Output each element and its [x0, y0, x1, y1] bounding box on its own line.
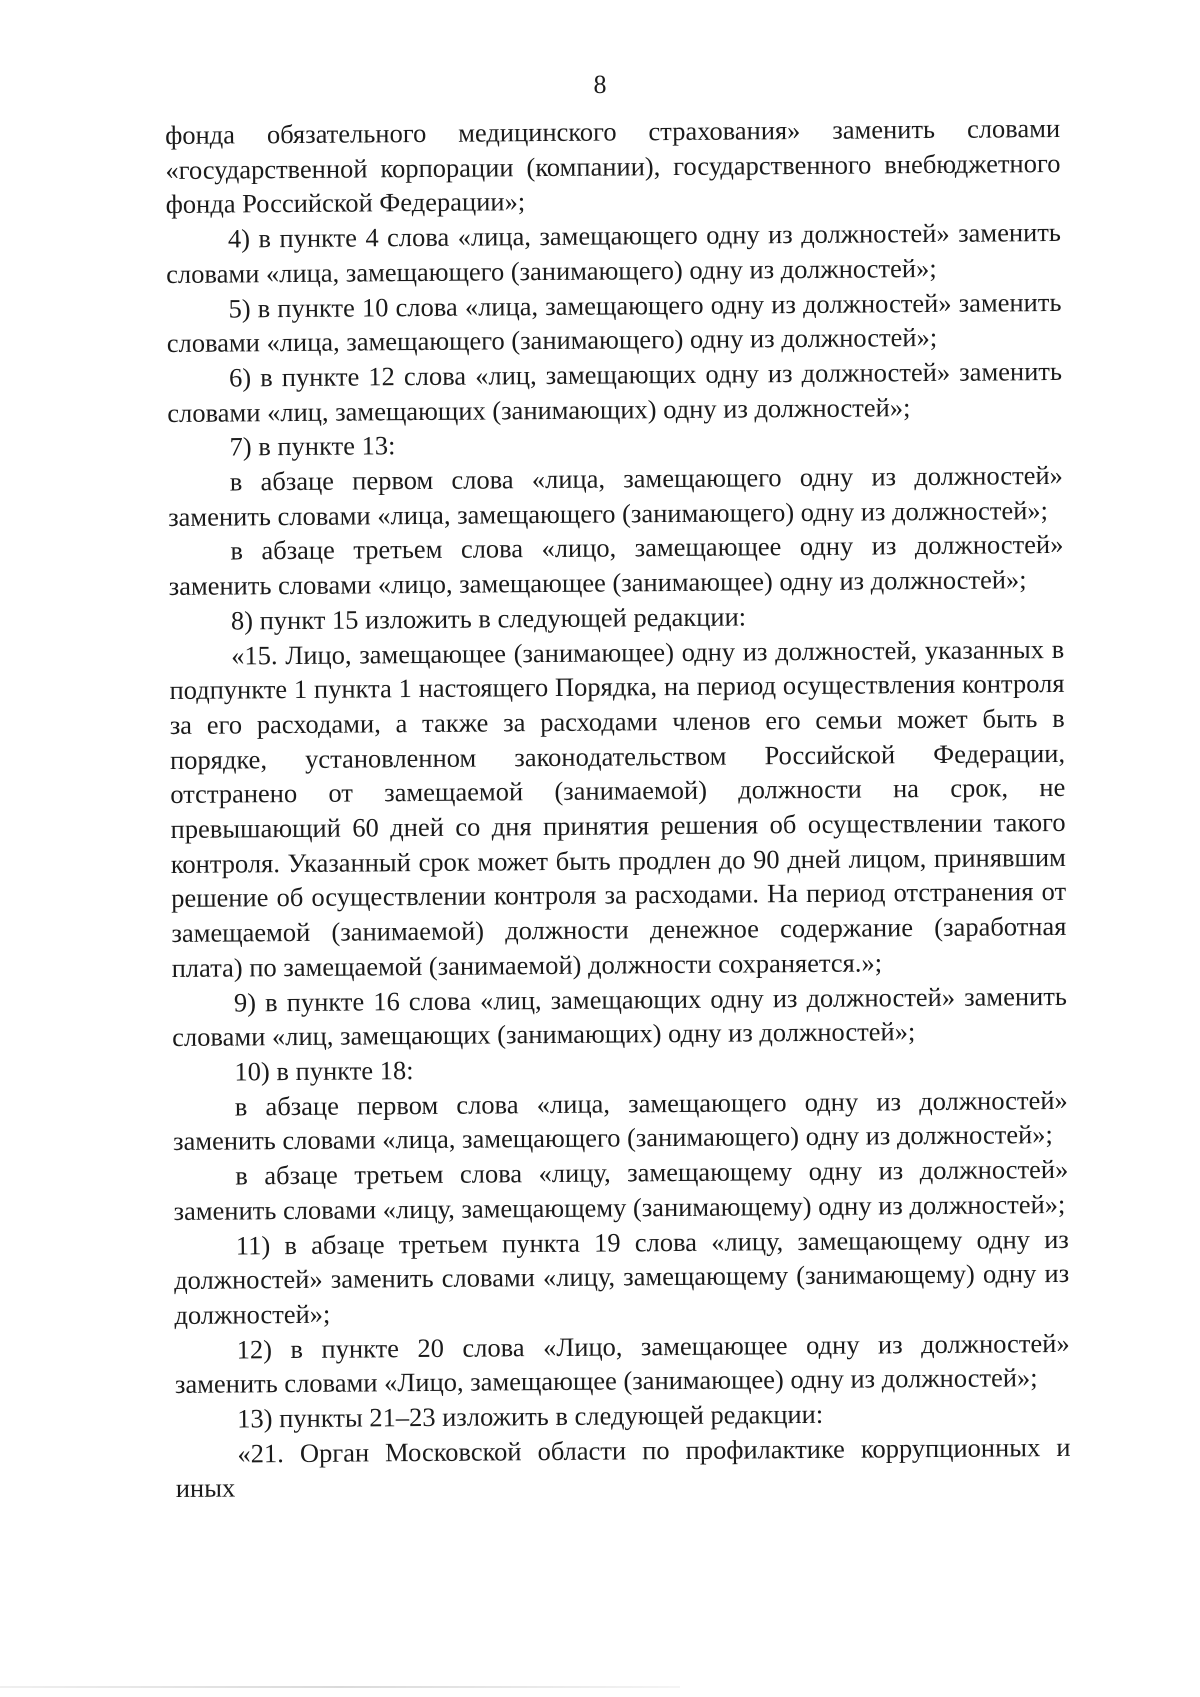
paragraph-item-10: 10) в пункте 18: [234, 1055, 414, 1087]
paragraph-item-11: 11) в абзаце третьем пункта 19 слова «лицу, замещающему одну из должностей» заменить словами «лицу, замещающему (занимающему) одну из должностей»; [174, 1223, 1070, 1330]
paragraph-item-13: 13) пункты 21–23 изложить в следующей редакции: [237, 1398, 824, 1434]
paragraph-item-12: 12) в пункте 20 слова «Лицо, замещающее одну из должностей» заменить словами «Лицо, замещающее (занимающее) одну из должностей»; [174, 1327, 1070, 1400]
paragraph-item-5: 5) в пункте 10 слова «лица, замещающего одну из должностей» заменить словами «лица, замещающего (занимающего) одну из должностей»; [166, 286, 1062, 359]
paragraph-item-8: 8) пункт 15 изложить в следующей редакции: [230, 601, 747, 636]
paragraph-point-21-text: «21. Орган Московской области по профилактике коррупционных и иных [175, 1431, 1071, 1504]
paragraph-item-7: 7) в пункте 13: [229, 430, 396, 462]
paragraph-item-7-abzac-3: в абзаце третьем слова «лицо, замещающее одну из должностей» заменить словами «лицо, замещающее (занимающее) одну из должностей»; [168, 529, 1064, 602]
paragraph-item-9: 9) в пункте 16 слова «лиц, замещающих одну из должностей» заменить словами «лиц, замещающих (занимающих) одну из должностей»; [172, 980, 1068, 1053]
scan-edge [0, 1686, 680, 1688]
paragraph-point-15-text: «15. Лицо, замещающее (занимающее) одну из должностей, указанных в подпункте 1 пункта 1 настоящего Порядка, на период осуществления контроля за его расходами, а также за расходами членов его семьи может быть в порядке, установленном законодательством Российской Федерации, отстранено от замещаемой (занимаемой) должности на срок, не превышающий 60 дней со дня принятия решения об осуществлении такого контроля. Указанный срок может быть продлен до 90 дней лицом, принявшим решение об осуществлении контроля за расходами. На период отстранения от замещаемой (занимаемой) должности денежное содержание (заработная плата) по замещаемой (занимаемой) должности сохраняется.»; [169, 633, 1067, 983]
paragraph-item-7-abzac-1: в абзаце первом слова «лица, замещающего одну из должностей» заменить словами «лица, замещающего (занимающего) одну из должностей»; [168, 459, 1063, 532]
paragraph-item-6: 6) в пункте 12 слова «лиц, замещающих одну из должностей» заменить словами «лиц, замещающих (занимающих) одну из должностей»; [167, 355, 1063, 428]
paragraph-item-10-abzac-1: в абзаце первом слова «лица, замещающего одну из должностей» заменить словами «лица, замещающего (занимающего) одну из должностей»; [172, 1084, 1068, 1157]
paragraph-item-10-abzac-3: в абзаце третьем слова «лицу, замещающему одну из должностей» заменить словами «лицу, замещающему (занимающему) одну из должностей»; [173, 1154, 1069, 1226]
document-body [165, 111, 1071, 1506]
paragraph-item-4: 4) в пункте 4 слова «лица, замещающего одну из должностей» заменить словами «лица, замещающего (занимающего) одну из должностей»; [166, 217, 1062, 289]
paragraph-continuation: фонда обязательного медицинского страхования» заменить словами «государственной корпорации (компании), государственного внебюджетного фонда Российской Федерации»; [165, 112, 1061, 220]
page-number: 8 [593, 70, 607, 99]
